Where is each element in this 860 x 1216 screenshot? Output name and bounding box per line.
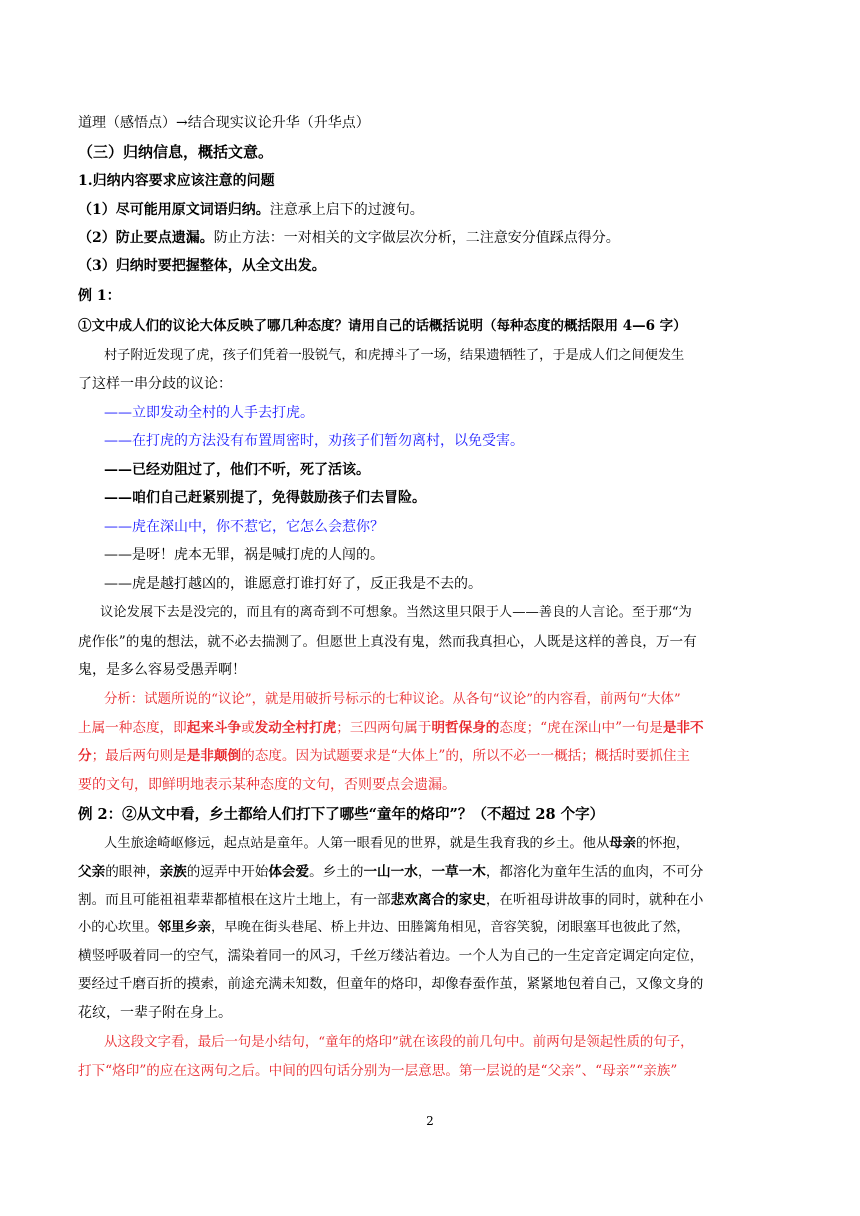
analysis-2-line: 从这段文字看，最后一句是小结句，“童年的烙印”就在该段的前几句中。前两句是领起性质的句子，: [104, 1035, 694, 1050]
analysis-1-line: [78, 746, 690, 766]
passage-1-line: 了这样一串分歧的议论：: [78, 376, 232, 392]
point-1-rest: 注意承上启下的过渡句。: [269, 202, 424, 218]
passage-3-line: [104, 834, 689, 854]
passage-text: ，: [417, 864, 432, 880]
point-2-rest: 防止方法：一对相关的文字做层次分析，二注意安分值踩点得分。: [213, 230, 620, 246]
quote-3: ——已经劝阻过了，他们不听，死了活该。: [104, 462, 370, 478]
passage-2-line: 鬼，是多么容易受愚弄啊！: [78, 662, 246, 678]
passage-text: 。乡土的: [309, 864, 364, 880]
quote-5: ——虎在深山中，你不惹它，它怎么会惹你？: [104, 519, 384, 535]
passage-text: 人生旅途崎岖修远，起点站是童年。人第一眼看见的世界，就是生我育我的乡土。他从: [104, 836, 610, 851]
analysis-text: 态度；“虎在深山中”一句是: [499, 720, 663, 736]
quote-4: ——咱们自己赶紧别提了，免得鼓励孩子们去冒险。: [104, 490, 426, 506]
analysis-text: ；最后两句则是: [91, 748, 187, 764]
analysis-text: ；三四两句属于: [336, 720, 432, 736]
passage-1-line: 村子附近发现了虎，孩子们凭着一股锐气，和虎搏斗了一场，结果遗牺牲了，于是成人们之间便发生: [104, 348, 685, 363]
point-2: [78, 228, 620, 248]
analysis-emphasis: 发动全村打虎: [254, 720, 337, 736]
passage-emphasis: 父亲: [78, 864, 106, 880]
analysis-1-line: [78, 718, 704, 738]
quote-1: ——立即发动全村的人手去打虎。: [104, 405, 314, 421]
passage-3-line: 花纹，一辈子附在身上。: [78, 1005, 232, 1021]
quote-6: ——是呀！虎本无罪，祸是喊打虎的人闯的。: [104, 547, 384, 563]
passage-emphasis: 悲欢离合的家史: [390, 892, 486, 908]
analysis-emphasis: 分: [78, 748, 92, 764]
passage-emphasis: 亲族: [159, 864, 187, 880]
analysis-emphasis: 明哲保身的: [431, 720, 500, 736]
point-1-bold: （1）尽可能用原文词语归纳。: [78, 202, 270, 218]
point-3: （3）归纳时要把握整体，从全文出发。: [78, 258, 326, 274]
passage-text: 小的心坎里。: [78, 920, 158, 935]
analysis-2-line: 打下“烙印”的应在这两句之后。中间的四句话分别为一层意思。第一层说的是“父亲”、“母亲”“亲族”: [78, 1063, 678, 1079]
passage-3-line: 横竖呼吸着同一的空气，濡染着同一的风习，千丝万缕沾着边。一个人为自己的一生定音定调定向定位，: [78, 948, 704, 964]
passage-text: ，在听祖母讲故事的同时，就种在小: [485, 892, 704, 908]
passage-text: 割。而且可能祖祖辈辈都植根在这片土地上，有一部: [78, 892, 391, 908]
passage-text: 的逗弄中开始: [186, 864, 269, 880]
passage-emphasis: 母亲: [609, 836, 636, 851]
subsection-heading: 1.归纳内容要求应该注意的问题: [78, 173, 275, 189]
section-heading: （三）归纳信息，概括文意。: [78, 143, 274, 161]
passage-emphasis: 一草一木: [431, 864, 486, 880]
quote-2: ——在打虎的方法没有布置周密时，劝孩子们暂勿离村，以免受害。: [104, 433, 524, 449]
passage-text: ，早晚在街头巷尾、桥上井边、田塍篱角相见，音容笑貌，闭眼塞耳也彼此了然，: [210, 920, 690, 935]
analysis-emphasis: 是非不: [662, 720, 704, 736]
point-2-bold: （2）防止要点遗漏。: [78, 230, 214, 246]
passage-emphasis: 邻里乡亲: [157, 920, 211, 935]
passage-3-line: [78, 890, 703, 910]
passage-text: ，都溶化为童年生活的血肉，不可分: [485, 864, 704, 880]
quote-7: ——虎是越打越凶的，谁愿意打谁打好了，反正我是不去的。: [104, 576, 482, 592]
analysis-text: 或: [241, 720, 255, 736]
page-number: 2: [426, 1114, 434, 1128]
analysis-emphasis: 起来斗争: [186, 720, 242, 736]
passage-emphasis: 体会爱: [268, 864, 310, 880]
text-line: 道理（感悟点）→结合现实议论升华（升华点）: [78, 115, 370, 131]
passage-3-line: [78, 862, 703, 882]
analysis-emphasis: 是非颠倒: [186, 748, 242, 764]
analysis-1-line: 要的文句，即鲜明地表示某种态度的文句，否则要点会遗漏。: [78, 777, 456, 793]
example-2-heading: 例 2：②从文中看，乡土都给人们打下了哪些“童年的烙印”？（不超过 28 个字）: [78, 806, 605, 823]
passage-text: 的怀抱，: [635, 836, 690, 851]
passage-emphasis: 一山一水: [363, 864, 418, 880]
passage-2-line: 议论发展下去是没完的，而且有的离奇到不可想象。当然这里只限于人——善良的人言论。至于那“为: [100, 605, 692, 620]
analysis-text: 上属一种态度，即: [78, 720, 187, 736]
point-1: [78, 200, 424, 220]
example-1-label: 例 1：: [78, 288, 121, 304]
passage-2-line: 虎作伥”的鬼的想法，就不必去揣测了。但愿世上真没有鬼，然而我真担心，人既是这样的善良，万一有: [78, 634, 697, 650]
analysis-text: 的态度。因为试题要求是“大体上”的，所以不必一一概括；概括时要抓住主: [241, 748, 691, 764]
example-1-question: ①文中成人们的议论大体反映了哪几种态度？请用自己的话概括说明（每种态度的概括限用 4—6 字）: [78, 318, 687, 334]
passage-text: 的眼神，: [105, 864, 160, 880]
passage-3-line: [78, 918, 690, 938]
analysis-1-line: 分析：试题所说的“议论”，就是用破折号标示的七种议论。从各句“议论”的内容看，前两句“大体”: [104, 692, 681, 707]
passage-3-line: 要经过千磨百折的摸索，前途充满未知数，但童年的烙印，却像春蚕作茧，紧紧地包着自己，又像文身的: [78, 976, 704, 992]
